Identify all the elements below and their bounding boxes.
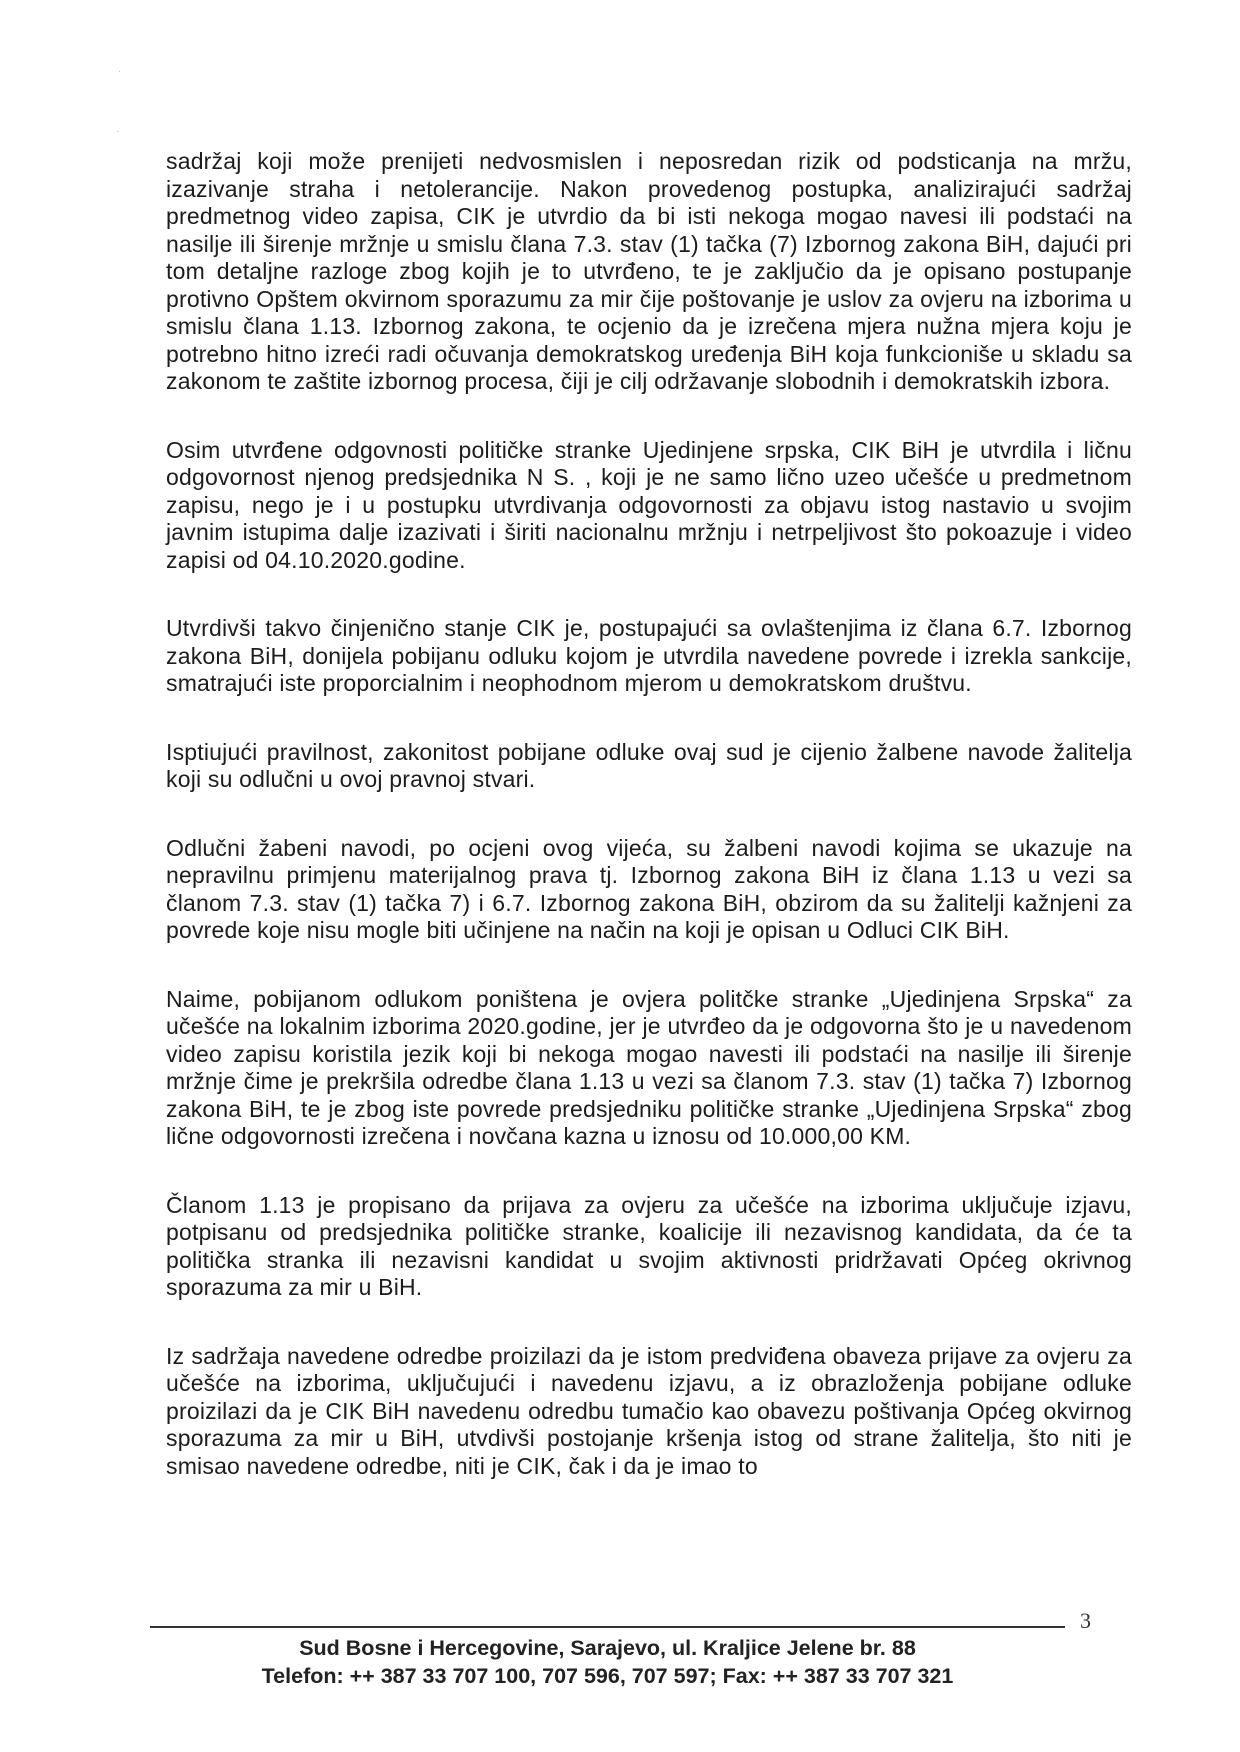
paragraph: Članom 1.13 je propisano da prijava za ovjeru za učešće na izborima uključuje izjavu, potpisanu od predsjednika političke stranke, koalicije ili nezavisnog kandidata, da će ta politička stranka ili nezavisni kandidat u svojim aktivnosti pridržavati Općeg okrivnog sporazuma za mir u BiH. bbox=[166, 1191, 1132, 1300]
page-number: 3 bbox=[1080, 1608, 1091, 1633]
footer-address: Sud Bosne i Hercegovine, Sarajevo, ul. Kraljice Jelene br. 88 bbox=[299, 1636, 916, 1660]
paragraph: Osim utvrđene odgovnosti političke stranke Ujedinjene srpska, CIK BiH je utvrdila i ličnu odgovornost njenog predsjednika N S. , koji je ne samo lično uzeo učešće u predmetnom zapisu, nego je i u postupku utvrdivanja odgovornosti za objavu istog nastavio u svojim javnim istupima dalje izazivati i širiti nacionalnu mržnju i netrpeljivost što pokoazuje i video zapisi od 04.10.2020.godine. bbox=[166, 436, 1132, 573]
document-body bbox=[166, 148, 1132, 1480]
paragraph: Isptiujući pravilnost, zakonitost pobijane odluke ovaj sud je cijenio žalbene navode žalitelja koji su odlučni u ovoj pravnoj stvari. bbox=[166, 738, 1132, 792]
page-footer bbox=[150, 1634, 1065, 1690]
scan-speck: · bbox=[118, 66, 122, 77]
paragraph: Naime, pobijanom odlukom poništena je ovjera politčke stranke „Ujedinjena Srpska“ za učešće na lokalnim izborima 2020.godine, jer je utvrđeo da je odgovorna što je u navedenom video zapisu koristila jezik koji bi nekoga mogao navesti ili podstaći na nasilje ili širenje mržnje čime je prekršila odredbe člana 1.13 u vezi sa članom 7.3. stav (1) tačka 7) Izbornog zakona BiH, te je zbog iste povrede predsjedniku političke stranke „Ujedinjena Srpska“ zbog lične odgovornosti izrečena i novčana kazna u iznosu od 10.000,00 KM. bbox=[166, 985, 1132, 1149]
footer-divider bbox=[150, 1626, 1065, 1628]
scan-speck: · bbox=[116, 126, 120, 137]
paragraph: sadržaj koji može prenijeti nedvosmislen i neposredan rizik od podsticanja na mržu, izazivanje straha i netolerancije. Nakon provedenog postupka, analizirajući sadržaj predmetnog video zapisa, CIK je utvrdio da bi isti nekoga mogao navesi ili podstaći na nasilje ili širenje mržnje u smislu člana 7.3. stav (1) tačka (7) Izbornog zakona BiH, dajući pri tom detaljne razloge zbog kojih je to utvrđeno, te je zaključio da je opisano postupanje protivno Opštem okvirnom sporazumu za mir čije poštovanje je uslov za ovjeru na izborima u smislu člana 1.13. Izbornog zakona, te ocjenio da je izrečena mjera nužna mjera koju je potrebno hitno izreći radi očuvanja demokratskog uređenja BiH koja funkcioniše u skladu sa zakonom te zaštite izbornog procesa, čiji je cilj održavanje slobodnih i demokratskih izbora. bbox=[166, 148, 1132, 394]
paragraph: Odlučni žabeni navodi, po ocjeni ovog vijeća, su žalbeni navodi kojima se ukazuje na nepravilnu primjenu materijalnog prava tj. Izbornog zakona BiH iz člana 1.13 u vezi sa članom 7.3. stav (1) tačka 7) i 6.7. Izbornog zakona BiH, obzirom da su žalitelji kažnjeni za povrede koje nisu mogle biti učinjene na način na koji je opisan u Odluci CIK BiH. bbox=[166, 834, 1132, 943]
footer-contact: Telefon: ++ 387 33 707 100, 707 596, 707 597; Fax: ++ 387 33 707 321 bbox=[261, 1664, 954, 1688]
paragraph: Iz sadržaja navedene odredbe proizilazi da je istom predviđena obaveza prijave za ovjeru za učešće na izborima, uključujući i navedenu izjavu, a iz obrazloženja pobijane odluke proizilazi da je CIK BiH navedenu odredbu tumačio kao obavezu poštivanja Općeg okvirnog sporazuma za mir u BiH, utvdivši postojanje kršenja istog od strane žalitelja, što niti je smisao navedene odredbe, niti je CIK, čak i da je imao to bbox=[166, 1342, 1132, 1479]
paragraph: Utvrdivši takvo činjenično stanje CIK je, postupajući sa ovlaštenjima iz člana 6.7. Izbornog zakona BiH, donijela pobijanu odluku kojom je utvrdila navedene povrede i izrekla sankcije, smatrajući iste proporcialnim i neophodnom mjerom u demokratskom društvu. bbox=[166, 615, 1132, 696]
